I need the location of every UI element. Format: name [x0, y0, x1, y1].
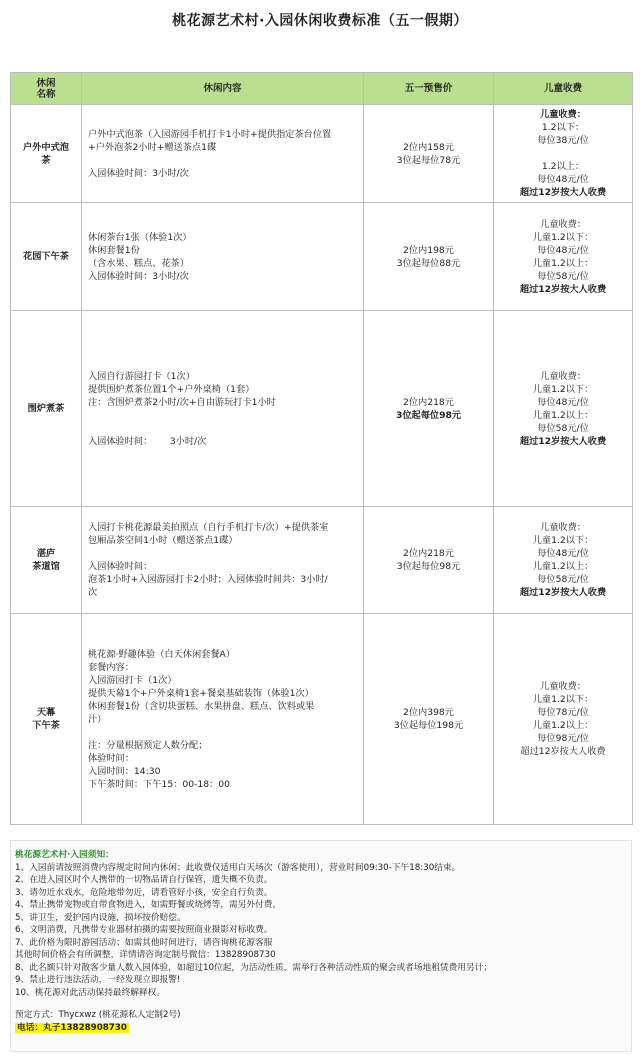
notes-list — [15, 862, 627, 1000]
child-fee-line: 每位78元/位 — [537, 707, 589, 718]
child-fee-line: 每位48元/位 — [537, 548, 589, 559]
note-item: 5、讲卫生，爱护园内设施，损坏按价赔偿。 — [15, 912, 186, 923]
presale-price — [364, 105, 494, 203]
note-item: 其他时间价格会有所调整，详情请咨询定制号微信：13828908730 — [15, 950, 276, 960]
note-item: 2、在进入园区时个人携带的一切物品请自行保管，遗失概不负责。 — [15, 875, 273, 885]
content-line: 休闲茶台1张（体验1次） — [88, 231, 192, 243]
price-line: 3位起每位198元 — [393, 720, 464, 731]
note-item: 6、文明消费，凡携带专业器材拍摄的需要按照商业摄影对标收费。 — [15, 925, 273, 935]
leisure-name: 天幕 下午茶 — [11, 614, 82, 825]
table-row — [11, 311, 633, 507]
content-line: 汁） — [88, 713, 107, 725]
child-fee-line: 每位38元/位 — [537, 135, 589, 146]
child-fee-line: 超过12岁按大人收费 — [519, 187, 607, 198]
price-line: 2位内218元 — [403, 548, 454, 559]
price-line: 2位内398元 — [403, 707, 454, 718]
content-line: 提供围炉煮茶位置1个+户外桌椅（1套） — [88, 383, 255, 395]
content-line: 泡茶1小时+入园游园打卡2小时；入园体验时间共：3小时/ — [88, 574, 328, 585]
leisure-content — [82, 203, 364, 311]
child-fee-line: 儿童1.2以上： — [532, 409, 594, 421]
content-line: 套餐内容： — [88, 661, 134, 673]
table-row — [11, 614, 633, 825]
note-item: 7、此价格为限时游园活动；如需其他时间进行，请咨询桃花源客服 — [15, 937, 273, 948]
child-fee-line: 超过12岁按大人收费 — [519, 435, 607, 447]
content-line — [88, 726, 357, 739]
child-fee-line: 每位48元/位 — [537, 174, 589, 185]
child-fee — [494, 203, 633, 311]
table-row — [11, 105, 633, 203]
child-fee — [494, 507, 633, 614]
content-line: 入园体验时间： — [88, 561, 153, 572]
child-fee-line: 儿童收费： — [540, 109, 586, 120]
leisure-content — [82, 507, 364, 614]
content-line: 入园体验时间：3小时/次 — [88, 270, 189, 282]
content-line: 户外中式泡茶（入园游园手机打卡1小时+提供指定茶台位置 — [88, 128, 332, 140]
content-line: 休闲套餐1份（含切块蛋糕、水果拼盘、糕点、饮料或果 — [88, 700, 315, 712]
content-line — [88, 154, 357, 167]
child-fee — [494, 614, 633, 825]
note-item: 1、入园前请按照消费内容规定时间内休闲；此收费仅适用白天场次（游客使用），营业时间09:30-下午18:30结束。 — [15, 862, 461, 873]
note-item: 8、此名额只针对散客少量人数入园体验，如超过10位起，为活动性质，需举行各种活动性质的聚会或者场地租赁费用另计； — [15, 962, 493, 973]
content-line: 注：分量根据预定人数分配； — [88, 739, 208, 751]
content-line: 入园体验时间： 3小时/次 — [88, 435, 207, 447]
child-fee-line: 超过12岁按大人收费 — [519, 283, 607, 295]
content-line: 注：含围炉煮茶2小时/次+自由游玩打卡1小时 — [88, 396, 276, 408]
leisure-content — [82, 614, 364, 825]
child-fee-line: 1.2以上： — [541, 161, 585, 172]
header-price: 五一预售价 — [364, 73, 494, 105]
content-line: 下午茶时间：下午15：00-18：00 — [88, 778, 230, 790]
child-fee-line: 儿童1.2以上： — [532, 720, 594, 731]
presale-price — [364, 311, 494, 507]
child-fee-line: 超过12岁按大人收费 — [519, 587, 607, 598]
child-fee-line: 儿童1.2以下： — [532, 231, 594, 243]
content-line — [88, 409, 357, 422]
content-line: 入园自行游园打卡（1次） — [88, 370, 195, 382]
header-name: 休闲 名称 — [11, 73, 82, 105]
presale-price — [364, 203, 494, 311]
child-fee-line: 儿童1.2以下： — [532, 383, 594, 395]
price-line: 2位内218元 — [403, 396, 454, 408]
content-line: 桃花源·野趣体验（白天休闲套餐A） — [88, 648, 236, 660]
content-line: +户外泡茶2小时+赠送茶点1碟 — [88, 141, 217, 153]
content-line: 次 — [88, 587, 98, 598]
table-row — [11, 507, 633, 614]
price-line: 3位起每位98元 — [395, 409, 462, 421]
price-line: 3位起每位98元 — [396, 561, 461, 572]
child-fee-line — [494, 147, 632, 160]
note-item: 9、禁止进行违法活动，一经发现立即报警! — [15, 975, 181, 985]
leisure-name: 花园下午茶 — [11, 203, 82, 311]
child-fee-line: 1.2以下： — [541, 122, 585, 133]
child-fee-line: 每位58元/位 — [537, 574, 589, 585]
child-fee-line: 儿童收费： — [540, 681, 586, 692]
child-fee-line: 儿童收费： — [540, 218, 586, 230]
leisure-content — [82, 105, 364, 203]
content-line: 入园游园打卡（1次） — [88, 674, 177, 686]
header-child-fee: 儿童收费 — [494, 73, 633, 105]
child-fee — [494, 105, 633, 203]
contact-phone: 电话：丸子13828908730 — [17, 1022, 127, 1033]
child-fee-line: 每位48元/位 — [537, 244, 589, 256]
fee-table — [10, 72, 633, 825]
content-line: 包厢品茶空间1小时（赠送茶点1碟） — [88, 535, 238, 546]
content-line: 入园体验时间：3小时/次 — [88, 167, 189, 179]
note-item: 3、请勿近水戏水，危险地带勿近，请看管好小孩，安全自行负责。 — [15, 887, 273, 898]
content-line: （含水果、糕点、花茶） — [88, 257, 190, 269]
child-fee-line: 每位58元/位 — [537, 422, 589, 434]
child-fee-line: 超过12岁按大人收费 — [520, 746, 606, 757]
page-title: 桃花源艺术村·入园休闲收费标准（五一假期） — [172, 13, 468, 29]
child-fee-line: 儿童1.2以下： — [532, 535, 594, 546]
booking-method: 预定方式：Thycxwz (桃花源私人定制2号) — [15, 1010, 181, 1020]
content-line — [88, 547, 357, 560]
content-line: 入园打卡桃花源最美拍照点（自行手机打卡/次）+提供茶室 — [88, 522, 329, 533]
child-fee-line: 儿童1.2以上： — [532, 561, 594, 572]
content-line: 体验时间： — [88, 752, 134, 764]
content-line: 休闲套餐1份 — [88, 244, 140, 256]
leisure-name: 户外中式泡 茶 — [11, 105, 82, 203]
child-fee-line: 儿童收费： — [540, 370, 586, 382]
child-fee — [494, 311, 633, 507]
presale-price — [364, 507, 494, 614]
table-header-row — [11, 73, 633, 105]
notes-title: 桃花源艺术村·入园须知： — [15, 850, 114, 860]
price-line: 2位内158元 — [403, 141, 454, 153]
content-line — [88, 422, 357, 435]
child-fee-line: 儿童收费： — [540, 522, 586, 533]
price-line: 3位起每位78元 — [396, 154, 461, 166]
child-fee-line: 儿童1.2以下： — [532, 694, 594, 705]
child-fee-line: 每位48元/位 — [537, 396, 589, 408]
child-fee-line: 每位58元/位 — [537, 270, 589, 282]
note-item: 10、桃花源对此活动保持最终解释权。 — [15, 987, 166, 998]
header-content: 休闲内容 — [82, 73, 364, 105]
leisure-name: 围炉煮茶 — [11, 311, 82, 507]
note-item: 4、禁止携带宠物或自带食物进入，如需野餐或烧烤等，需另外付费， — [15, 900, 282, 910]
child-fee-line: 每位98元/位 — [537, 733, 589, 744]
content-line: 提供天幕1个+户外桌椅1套+餐桌基础装饰（体验1次） — [88, 687, 314, 699]
leisure-content — [82, 311, 364, 507]
child-fee-line: 儿童1.2以上： — [532, 257, 594, 269]
visitor-notes — [10, 840, 632, 1052]
leisure-name: 湛庐 茶道馆 — [11, 507, 82, 614]
presale-price — [364, 614, 494, 825]
content-line: 入园时间：14:30 — [88, 765, 161, 777]
price-line: 2位内198元 — [403, 244, 454, 256]
table-row — [11, 203, 633, 311]
price-line: 3位起每位88元 — [396, 257, 461, 269]
